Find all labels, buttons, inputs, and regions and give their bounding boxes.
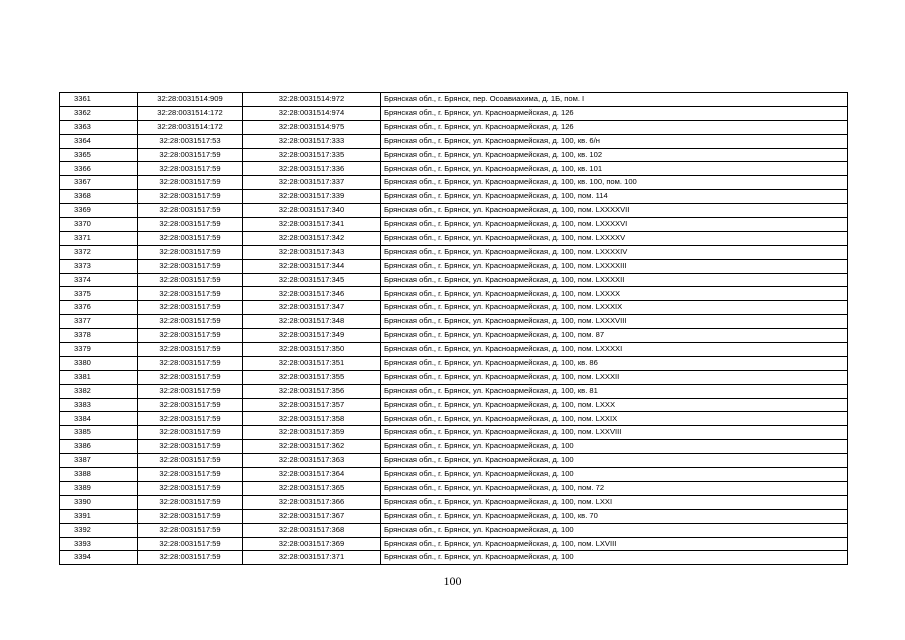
table-row	[60, 454, 848, 468]
table-row	[60, 259, 848, 273]
parent-cadastral-number-cell: 32:28:0031517:59	[138, 398, 243, 412]
cadastral-number-cell: 32:28:0031517:336	[243, 162, 381, 176]
row-number-cell: 3389	[60, 481, 138, 495]
parent-cadastral-number-cell: 32:28:0031517:59	[138, 315, 243, 329]
row-number-cell: 3394	[60, 551, 138, 565]
parent-cadastral-number-cell: 32:28:0031517:59	[138, 412, 243, 426]
table-row	[60, 509, 848, 523]
parent-cadastral-number-cell: 32:28:0031517:59	[138, 162, 243, 176]
row-number-cell: 3388	[60, 468, 138, 482]
row-number-cell: 3366	[60, 162, 138, 176]
table-row	[60, 120, 848, 134]
parent-cadastral-number-cell: 32:28:0031517:53	[138, 134, 243, 148]
address-cell: Брянская обл., г. Брянск, ул. Красноармейская, д. 100, пом. LXXXIX	[381, 301, 848, 315]
cadastral-table	[59, 92, 848, 565]
address-cell: Брянская обл., г. Брянск, ул. Красноармейская, д. 100, пом. LXXIX	[381, 412, 848, 426]
address-cell: Брянская обл., г. Брянск, ул. Красноармейская, д. 100, пом. LXXXXVI	[381, 218, 848, 232]
cadastral-number-cell: 32:28:0031517:335	[243, 148, 381, 162]
parent-cadastral-number-cell: 32:28:0031517:59	[138, 468, 243, 482]
table-row	[60, 93, 848, 107]
address-cell: Брянская обл., г. Брянск, ул. Красноармейская, д. 100, пом. LXXXX	[381, 287, 848, 301]
address-cell: Брянская обл., г. Брянск, ул. Красноармейская, д. 100, пом. LXXXVIII	[381, 315, 848, 329]
cadastral-number-cell: 32:28:0031517:363	[243, 454, 381, 468]
cadastral-number-cell: 32:28:0031517:359	[243, 426, 381, 440]
address-cell: Брянская обл., г. Брянск, ул. Красноармейская, д. 100, пом. LXVIII	[381, 537, 848, 551]
cadastral-number-cell: 32:28:0031517:367	[243, 509, 381, 523]
parent-cadastral-number-cell: 32:28:0031517:59	[138, 551, 243, 565]
row-number-cell: 3374	[60, 273, 138, 287]
parent-cadastral-number-cell: 32:28:0031517:59	[138, 190, 243, 204]
table-row	[60, 537, 848, 551]
page-number: 100	[443, 574, 462, 588]
parent-cadastral-number-cell: 32:28:0031517:59	[138, 204, 243, 218]
cadastral-number-cell: 32:28:0031517:337	[243, 176, 381, 190]
address-cell: Брянская обл., г. Брянск, ул. Красноармейская, д. 126	[381, 120, 848, 134]
parent-cadastral-number-cell: 32:28:0031517:59	[138, 231, 243, 245]
cadastral-table-body	[60, 93, 848, 565]
row-number-cell: 3380	[60, 356, 138, 370]
row-number-cell: 3368	[60, 190, 138, 204]
address-cell: Брянская обл., г. Брянск, ул. Красноармейская, д. 100, пом. LXXXII	[381, 370, 848, 384]
row-number-cell: 3381	[60, 370, 138, 384]
table-row	[60, 148, 848, 162]
row-number-cell: 3370	[60, 218, 138, 232]
row-number-cell: 3369	[60, 204, 138, 218]
parent-cadastral-number-cell: 32:28:0031517:59	[138, 370, 243, 384]
parent-cadastral-number-cell: 32:28:0031517:59	[138, 176, 243, 190]
cadastral-number-cell: 32:28:0031517:358	[243, 412, 381, 426]
table-row	[60, 218, 848, 232]
row-number-cell: 3390	[60, 495, 138, 509]
address-cell: Брянская обл., г. Брянск, ул. Красноармейская, д. 100, кв. 81	[381, 384, 848, 398]
table-row	[60, 287, 848, 301]
row-number-cell: 3362	[60, 106, 138, 120]
address-cell: Брянская обл., г. Брянск, ул. Красноармейская, д. 100, пом. LXXXXII	[381, 273, 848, 287]
row-number-cell: 3379	[60, 343, 138, 357]
row-number-cell: 3363	[60, 120, 138, 134]
table-row	[60, 426, 848, 440]
address-cell: Брянская обл., г. Брянск, ул. Красноармейская, д. 100	[381, 468, 848, 482]
address-cell: Брянская обл., г. Брянск, ул. Красноармейская, д. 100, пом. 114	[381, 190, 848, 204]
cadastral-number-cell: 32:28:0031514:972	[243, 93, 381, 107]
cadastral-number-cell: 32:28:0031517:333	[243, 134, 381, 148]
parent-cadastral-number-cell: 32:28:0031517:59	[138, 356, 243, 370]
cadastral-number-cell: 32:28:0031517:355	[243, 370, 381, 384]
row-number-cell: 3382	[60, 384, 138, 398]
row-number-cell: 3361	[60, 93, 138, 107]
cadastral-number-cell: 32:28:0031517:346	[243, 287, 381, 301]
row-number-cell: 3372	[60, 245, 138, 259]
table-row	[60, 231, 848, 245]
address-cell: Брянская обл., г. Брянск, ул. Красноармейская, д. 100, кв. 101	[381, 162, 848, 176]
parent-cadastral-number-cell: 32:28:0031517:59	[138, 273, 243, 287]
table-row	[60, 315, 848, 329]
table-row	[60, 412, 848, 426]
table-row	[60, 162, 848, 176]
table-row	[60, 301, 848, 315]
address-cell: Брянская обл., г. Брянск, ул. Красноармейская, д. 100, пом. LXXVIII	[381, 426, 848, 440]
parent-cadastral-number-cell: 32:28:0031517:59	[138, 481, 243, 495]
address-cell: Брянская обл., г. Брянск, ул. Красноармейская, д. 126	[381, 106, 848, 120]
address-cell: Брянская обл., г. Брянск, ул. Красноармейская, д. 100, кв. 86	[381, 356, 848, 370]
row-number-cell: 3377	[60, 315, 138, 329]
cadastral-number-cell: 32:28:0031517:340	[243, 204, 381, 218]
row-number-cell: 3387	[60, 454, 138, 468]
address-cell: Брянская обл., г. Брянск, ул. Красноармейская, д. 100, пом. 87	[381, 329, 848, 343]
cadastral-number-cell: 32:28:0031517:357	[243, 398, 381, 412]
address-cell: Брянская обл., г. Брянск, ул. Красноармейская, д. 100, пом. LXXXXIII	[381, 259, 848, 273]
parent-cadastral-number-cell: 32:28:0031517:59	[138, 287, 243, 301]
table-row	[60, 245, 848, 259]
table-row	[60, 343, 848, 357]
cadastral-number-cell: 32:28:0031517:341	[243, 218, 381, 232]
cadastral-number-cell: 32:28:0031517:347	[243, 301, 381, 315]
cadastral-number-cell: 32:28:0031517:342	[243, 231, 381, 245]
address-cell: Брянская обл., г. Брянск, пер. Осоавиахима, д. 1Б, пом. I	[381, 93, 848, 107]
table-row	[60, 356, 848, 370]
table-row	[60, 329, 848, 343]
address-cell: Брянская обл., г. Брянск, ул. Красноармейская, д. 100, пом. 72	[381, 481, 848, 495]
table-row	[60, 370, 848, 384]
parent-cadastral-number-cell: 32:28:0031514:909	[138, 93, 243, 107]
cadastral-number-cell: 32:28:0031517:365	[243, 481, 381, 495]
cadastral-number-cell: 32:28:0031517:369	[243, 537, 381, 551]
parent-cadastral-number-cell: 32:28:0031517:59	[138, 148, 243, 162]
address-cell: Брянская обл., г. Брянск, ул. Красноармейская, д. 100, пом. LXXXXI	[381, 343, 848, 357]
parent-cadastral-number-cell: 32:28:0031517:59	[138, 523, 243, 537]
parent-cadastral-number-cell: 32:28:0031517:59	[138, 329, 243, 343]
parent-cadastral-number-cell: 32:28:0031517:59	[138, 454, 243, 468]
address-cell: Брянская обл., г. Брянск, ул. Красноармейская, д. 100, кв. 6/н	[381, 134, 848, 148]
parent-cadastral-number-cell: 32:28:0031517:59	[138, 301, 243, 315]
address-cell: Брянская обл., г. Брянск, ул. Красноармейская, д. 100	[381, 523, 848, 537]
address-cell: Брянская обл., г. Брянск, ул. Красноармейская, д. 100	[381, 551, 848, 565]
cadastral-number-cell: 32:28:0031517:364	[243, 468, 381, 482]
row-number-cell: 3383	[60, 398, 138, 412]
cadastral-number-cell: 32:28:0031517:366	[243, 495, 381, 509]
cadastral-number-cell: 32:28:0031517:343	[243, 245, 381, 259]
row-number-cell: 3371	[60, 231, 138, 245]
parent-cadastral-number-cell: 32:28:0031514:172	[138, 106, 243, 120]
row-number-cell: 3373	[60, 259, 138, 273]
address-cell: Брянская обл., г. Брянск, ул. Красноармейская, д. 100, пом. LXXI	[381, 495, 848, 509]
cadastral-number-cell: 32:28:0031517:362	[243, 440, 381, 454]
address-cell: Брянская обл., г. Брянск, ул. Красноармейская, д. 100, кв. 70	[381, 509, 848, 523]
parent-cadastral-number-cell: 32:28:0031517:59	[138, 426, 243, 440]
cadastral-number-cell: 32:28:0031517:371	[243, 551, 381, 565]
parent-cadastral-number-cell: 32:28:0031514:172	[138, 120, 243, 134]
parent-cadastral-number-cell: 32:28:0031517:59	[138, 343, 243, 357]
table-row	[60, 106, 848, 120]
row-number-cell: 3364	[60, 134, 138, 148]
cadastral-number-cell: 32:28:0031517:339	[243, 190, 381, 204]
table-row	[60, 440, 848, 454]
cadastral-number-cell: 32:28:0031517:344	[243, 259, 381, 273]
address-cell: Брянская обл., г. Брянск, ул. Красноармейская, д. 100, пом. LXXX	[381, 398, 848, 412]
cadastral-number-cell: 32:28:0031517:368	[243, 523, 381, 537]
parent-cadastral-number-cell: 32:28:0031517:59	[138, 384, 243, 398]
table-row	[60, 495, 848, 509]
row-number-cell: 3367	[60, 176, 138, 190]
row-number-cell: 3365	[60, 148, 138, 162]
row-number-cell: 3378	[60, 329, 138, 343]
parent-cadastral-number-cell: 32:28:0031517:59	[138, 495, 243, 509]
row-number-cell: 3392	[60, 523, 138, 537]
parent-cadastral-number-cell: 32:28:0031517:59	[138, 509, 243, 523]
table-row	[60, 551, 848, 565]
table-row	[60, 190, 848, 204]
parent-cadastral-number-cell: 32:28:0031517:59	[138, 218, 243, 232]
parent-cadastral-number-cell: 32:28:0031517:59	[138, 259, 243, 273]
cadastral-number-cell: 32:28:0031514:975	[243, 120, 381, 134]
address-cell: Брянская обл., г. Брянск, ул. Красноармейская, д. 100	[381, 454, 848, 468]
table-row	[60, 204, 848, 218]
row-number-cell: 3375	[60, 287, 138, 301]
address-cell: Брянская обл., г. Брянск, ул. Красноармейская, д. 100, пом. LXXXXVII	[381, 204, 848, 218]
table-row	[60, 523, 848, 537]
address-cell: Брянская обл., г. Брянск, ул. Красноармейская, д. 100	[381, 440, 848, 454]
address-cell: Брянская обл., г. Брянск, ул. Красноармейская, д. 100, пом. LXXXXV	[381, 231, 848, 245]
parent-cadastral-number-cell: 32:28:0031517:59	[138, 440, 243, 454]
row-number-cell: 3385	[60, 426, 138, 440]
parent-cadastral-number-cell: 32:28:0031517:59	[138, 245, 243, 259]
cadastral-number-cell: 32:28:0031514:974	[243, 106, 381, 120]
cadastral-number-cell: 32:28:0031517:348	[243, 315, 381, 329]
row-number-cell: 3393	[60, 537, 138, 551]
row-number-cell: 3386	[60, 440, 138, 454]
table-row	[60, 134, 848, 148]
address-cell: Брянская обл., г. Брянск, ул. Красноармейская, д. 100, кв. 102	[381, 148, 848, 162]
cadastral-number-cell: 32:28:0031517:356	[243, 384, 381, 398]
row-number-cell: 3384	[60, 412, 138, 426]
table-row	[60, 468, 848, 482]
row-number-cell: 3376	[60, 301, 138, 315]
cadastral-number-cell: 32:28:0031517:350	[243, 343, 381, 357]
cadastral-number-cell: 32:28:0031517:345	[243, 273, 381, 287]
address-cell: Брянская обл., г. Брянск, ул. Красноармейская, д. 100, кв. 100, пом. 100	[381, 176, 848, 190]
table-row	[60, 273, 848, 287]
cadastral-number-cell: 32:28:0031517:349	[243, 329, 381, 343]
parent-cadastral-number-cell: 32:28:0031517:59	[138, 537, 243, 551]
table-row	[60, 398, 848, 412]
row-number-cell: 3391	[60, 509, 138, 523]
table-row	[60, 176, 848, 190]
cadastral-number-cell: 32:28:0031517:351	[243, 356, 381, 370]
address-cell: Брянская обл., г. Брянск, ул. Красноармейская, д. 100, пом. LXXXXIV	[381, 245, 848, 259]
table-row	[60, 481, 848, 495]
table-row	[60, 384, 848, 398]
